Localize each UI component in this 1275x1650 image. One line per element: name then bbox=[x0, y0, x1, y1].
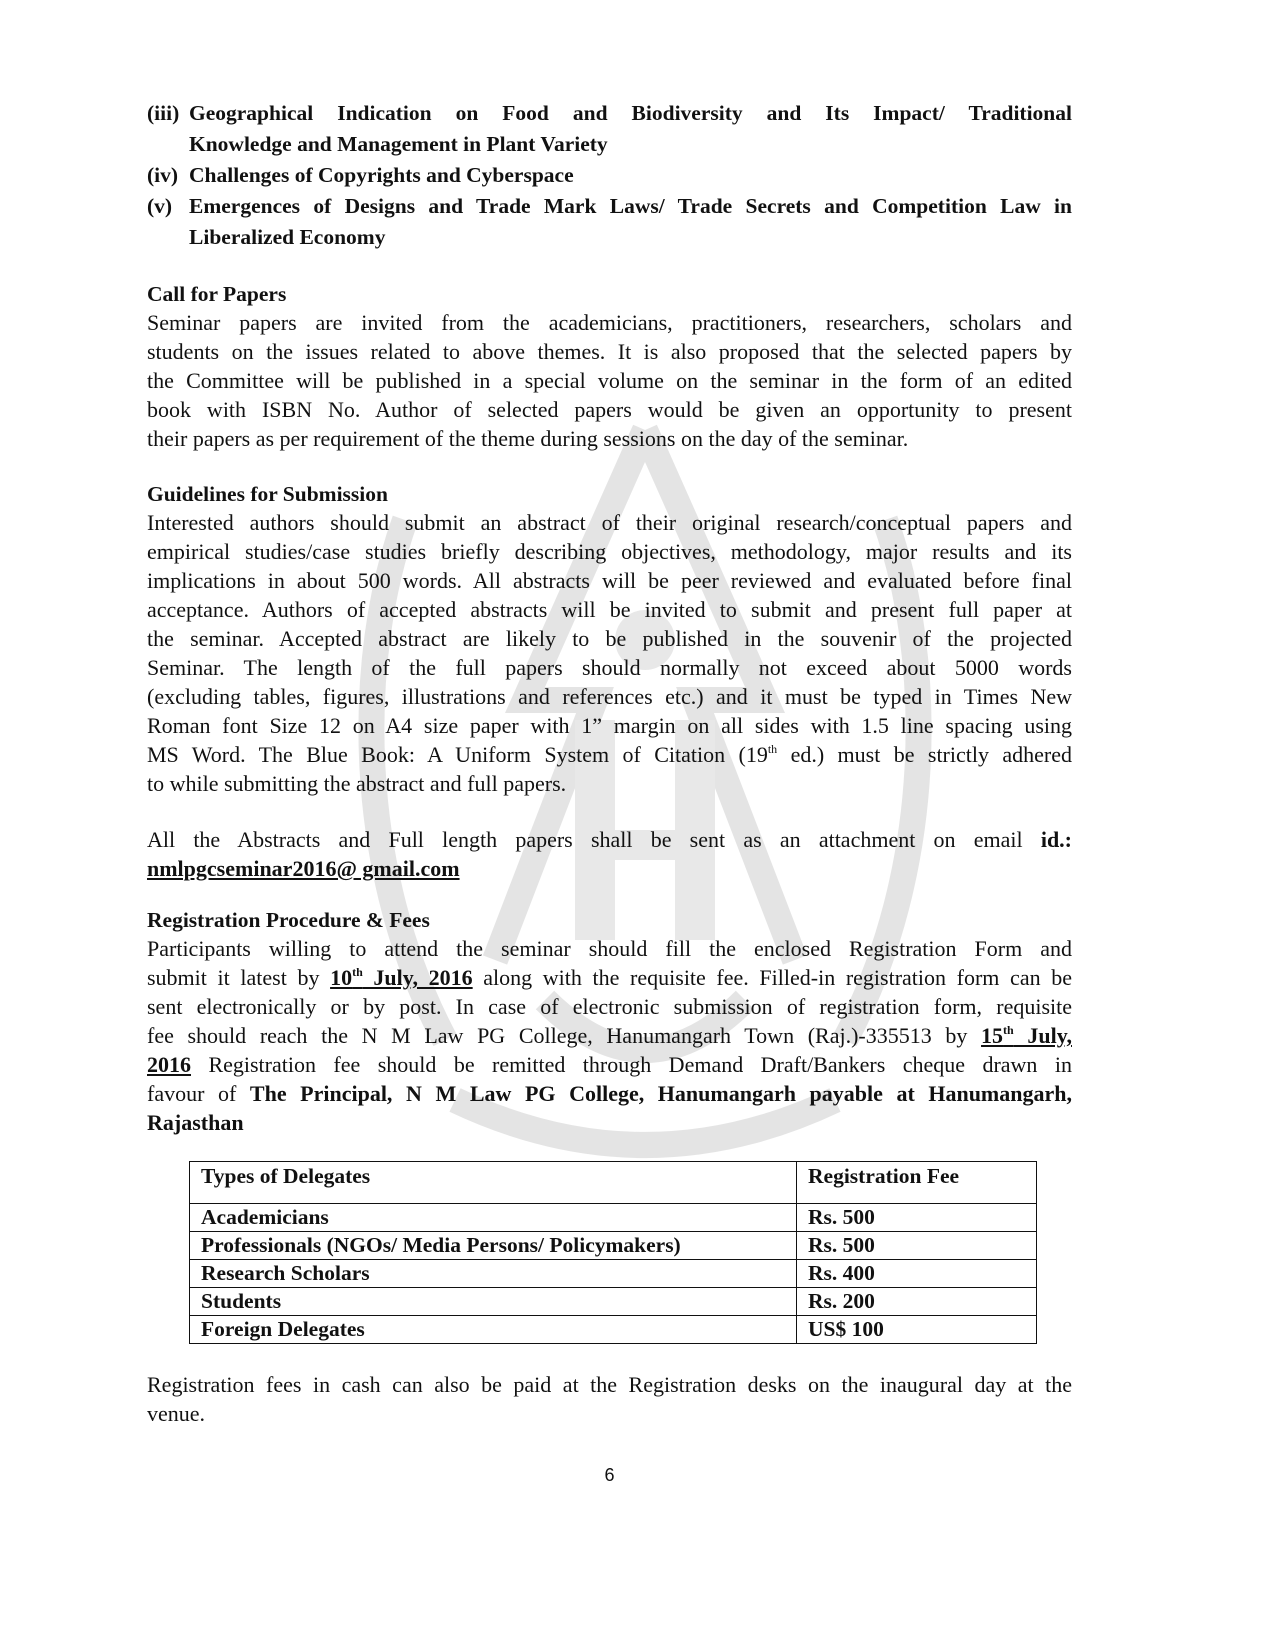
email-note bbox=[147, 825, 1072, 883]
deadline-fee-year: 2016 bbox=[147, 1052, 191, 1077]
paragraph-line bbox=[147, 854, 1072, 883]
text-run: along with the requisite fee. Filled-in registration form can be bbox=[472, 965, 1072, 990]
deadline-registration bbox=[330, 965, 473, 990]
fee-cell: Rs. 400 bbox=[797, 1260, 1037, 1288]
table-row bbox=[190, 1232, 1037, 1260]
paragraph-line bbox=[147, 1021, 1072, 1050]
text-run: 15 bbox=[981, 1023, 1004, 1048]
text-run: July, 2016 bbox=[362, 965, 473, 990]
paragraph-line bbox=[147, 1050, 1072, 1079]
theme-item bbox=[147, 160, 1072, 191]
superscript: th bbox=[767, 742, 778, 756]
paragraph-line: their papers as per requirement of the theme during sessions on the day of the seminar. bbox=[147, 426, 909, 451]
theme-text-line: Emergences of Designs and Trade Mark Laws/ Trade Secrets and Competition Law in bbox=[189, 194, 1072, 218]
payee-name: The Principal, N M Law PG College, Hanumangarh payable at Hanumangarh, bbox=[249, 1081, 1072, 1106]
table-row bbox=[190, 1316, 1037, 1344]
theme-text-line: Challenges of Copyrights and Cyberspace bbox=[189, 163, 574, 187]
theme-item bbox=[147, 191, 1072, 253]
guidelines-paragraph bbox=[147, 508, 1072, 798]
paragraph-line: book with ISBN No. Author of selected papers would be given an opportunity to present bbox=[147, 397, 1072, 422]
fee-cell: US$ 100 bbox=[797, 1316, 1037, 1344]
theme-text-line: Knowledge and Management in Plant Variety bbox=[189, 132, 608, 156]
theme-item bbox=[147, 98, 1072, 160]
guidelines-heading: Guidelines for Submission bbox=[147, 482, 388, 506]
text-run: MS Word. The Blue Book: A Uniform System of Citation (19 bbox=[147, 742, 768, 767]
text-run: favour of bbox=[147, 1081, 250, 1106]
paragraph-line: (excluding tables, figures, illustrations and references etc.) and it must be typed in Times New bbox=[147, 684, 1072, 709]
superscript: th bbox=[352, 965, 363, 979]
call-for-papers-heading: Call for Papers bbox=[147, 282, 287, 306]
paragraph-line bbox=[147, 740, 1072, 769]
paragraph-line: Seminar papers are invited from the academicians, practitioners, researchers, scholars and bbox=[147, 310, 1072, 335]
fee-cell: Rs. 500 bbox=[797, 1204, 1037, 1232]
paragraph-line: the seminar. Accepted abstract are likely to be published in the souvenir of the projected bbox=[147, 626, 1072, 651]
registration-heading: Registration Procedure & Fees bbox=[147, 908, 430, 932]
paragraph-line: venue. bbox=[147, 1401, 206, 1426]
theme-text-line: Liberalized Economy bbox=[189, 225, 386, 249]
delegate-type-cell: Academicians bbox=[190, 1204, 797, 1232]
header-registration-fee: Registration Fee bbox=[797, 1162, 1037, 1204]
paragraph-line: empirical studies/case studies briefly describing objectives, methodology, major results and its bbox=[147, 539, 1072, 564]
delegate-type-cell: Students bbox=[190, 1288, 797, 1316]
paragraph-line: to while submitting the abstract and full papers. bbox=[147, 771, 567, 796]
paragraph-line: implications in about 500 words. All abstracts will be peer reviewed and evaluated before final bbox=[147, 568, 1072, 593]
paragraph-line bbox=[147, 963, 1072, 992]
fee-cell: Rs. 200 bbox=[797, 1288, 1037, 1316]
registration-fee-table bbox=[189, 1161, 1037, 1344]
table-header-row bbox=[190, 1162, 1037, 1204]
paragraph-line: Registration fees in cash can also be paid at the Registration desks on the inaugural day at the bbox=[147, 1372, 1072, 1397]
table-row bbox=[190, 1288, 1037, 1316]
delegate-type-cell: Research Scholars bbox=[190, 1260, 797, 1288]
theme-text-line: Geographical Indication on Food and Biodiversity and Its Impact/ Traditional bbox=[189, 101, 1072, 125]
registration-paragraph bbox=[147, 934, 1072, 1137]
text-run: Registration fee should be remitted through Demand Draft/Bankers cheque drawn in bbox=[191, 1052, 1072, 1077]
text-run: July, bbox=[1013, 1023, 1072, 1048]
page-number: 6 bbox=[604, 1465, 615, 1485]
paragraph-line: Participants willing to attend the seminar should fill the enclosed Registration Form and bbox=[147, 936, 1072, 961]
cash-payment-note bbox=[147, 1370, 1072, 1428]
paragraph-line: students on the issues related to above themes. It is also proposed that the selected papers by bbox=[147, 339, 1072, 364]
text-run: fee should reach the N M Law PG College, Hanumangarh Town (Raj.)-335513 by bbox=[147, 1023, 982, 1048]
table-row bbox=[190, 1204, 1037, 1232]
paragraph-line: the Committee will be published in a special volume on the seminar in the form of an edited bbox=[147, 368, 1072, 393]
paragraph-line bbox=[147, 1108, 1072, 1137]
text-run: ed.) must be strictly adhered bbox=[777, 742, 1072, 767]
call-for-papers-paragraph bbox=[147, 308, 1072, 453]
superscript: th bbox=[1003, 1023, 1014, 1037]
table-row bbox=[190, 1260, 1037, 1288]
email-link[interactable]: nmlpgcseminar2016@ gmail.com bbox=[147, 856, 460, 881]
theme-number: (iii) bbox=[147, 101, 180, 125]
email-id-label: id.: bbox=[1040, 827, 1073, 852]
text-run: All the Abstracts and Full length papers shall be sent as an attachment on email bbox=[147, 827, 1023, 852]
text-run: submit it latest by bbox=[147, 965, 331, 990]
paragraph-line bbox=[147, 1079, 1072, 1108]
header-delegate-type: Types of Delegates bbox=[190, 1162, 797, 1204]
paragraph-line: Roman font Size 12 on A4 size paper with 1” margin on all sides with 1.5 line spacing using bbox=[147, 713, 1072, 738]
delegate-type-cell: Foreign Delegates bbox=[190, 1316, 797, 1344]
theme-number: (iv) bbox=[147, 163, 179, 187]
paragraph-line: sent electronically or by post. In case of electronic submission of registration form, requisite bbox=[147, 994, 1072, 1019]
paragraph-line: Seminar. The length of the full papers should normally not exceed about 5000 words bbox=[147, 655, 1072, 680]
payee-location: Rajasthan bbox=[147, 1110, 244, 1135]
paragraph-line: acceptance. Authors of accepted abstracts will be invited to submit and present full paper at bbox=[147, 597, 1072, 622]
fee-cell: Rs. 500 bbox=[797, 1232, 1037, 1260]
theme-number: (v) bbox=[147, 194, 173, 218]
paragraph-line bbox=[147, 825, 1072, 854]
delegate-type-cell: Professionals (NGOs/ Media Persons/ Policymakers) bbox=[190, 1232, 797, 1260]
paragraph-line: Interested authors should submit an abstract of their original research/conceptual papers and bbox=[147, 510, 1072, 535]
deadline-fee bbox=[981, 1023, 1072, 1048]
text-run: 10 bbox=[330, 965, 353, 990]
